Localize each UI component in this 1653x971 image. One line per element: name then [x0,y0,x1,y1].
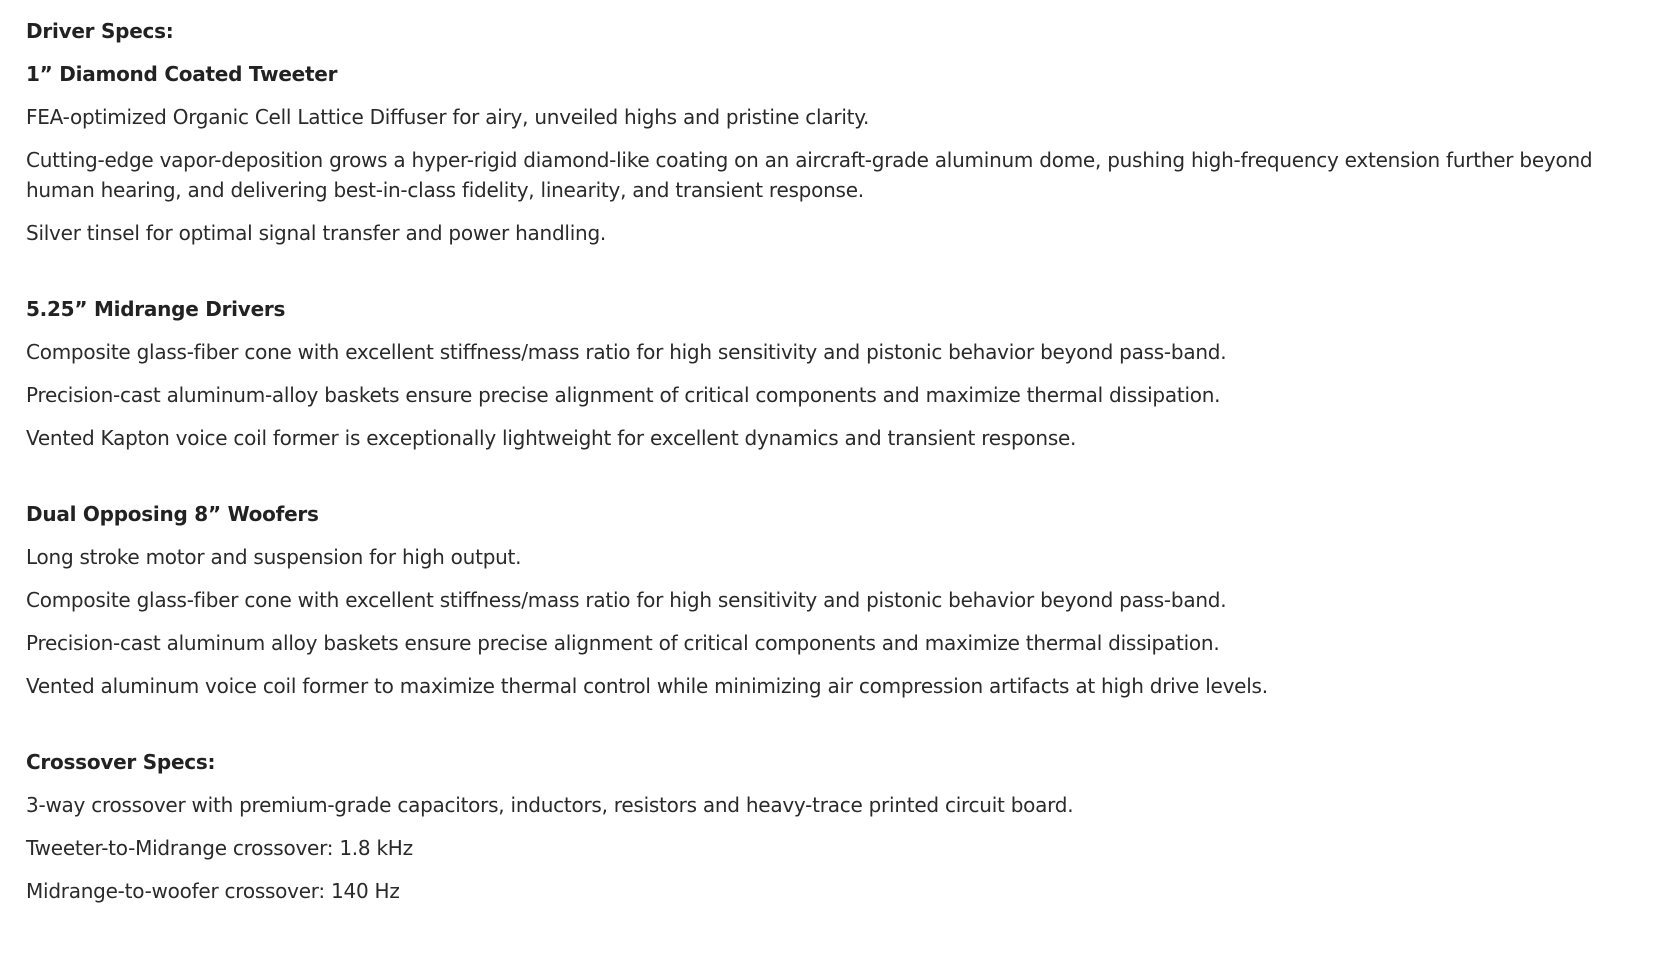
driver-specs-heading: Driver Specs: [26,19,174,43]
section-spacer [26,466,1626,499]
woofers-spec-line: Long stroke motor and suspension for high output. [26,545,522,569]
tweeter-spec-line: Cutting-edge vapor-deposition grows a hyper-rigid diamond-like coating on an aircraft-grade aluminum dome, pushing high-frequency extension further beyond human hearing, and delivering best-in-class fidelity, linearity, and transient response. [26,148,1593,202]
crossover-spec-line: Tweeter-to-Midrange crossover: 1.8 kHz [26,836,413,860]
midrange-spec-line: Precision-cast aluminum-alloy baskets ensure precise alignment of critical components and maximize thermal dissipation. [26,383,1221,407]
woofers-spec-line: Vented aluminum voice coil former to maximize thermal control while minimizing air compression artifacts at high drive levels. [26,674,1268,698]
product-specs [26,16,1626,919]
woofers-spec-line: Composite glass-fiber cone with excellent stiffness/mass ratio for high sensitivity and pistonic behavior beyond pass-band. [26,588,1227,612]
crossover-specs-heading: Crossover Specs: [26,750,216,774]
section-spacer [26,714,1626,747]
tweeter-spec-line: Silver tinsel for optimal signal transfer and power handling. [26,221,606,245]
midrange-spec-line: Composite glass-fiber cone with excellent stiffness/mass ratio for high sensitivity and pistonic behavior beyond pass-band. [26,340,1227,364]
midrange-title: 5.25” Midrange Drivers [26,297,286,321]
crossover-spec-line: 3-way crossover with premium-grade capacitors, inductors, resistors and heavy-trace printed circuit board. [26,793,1074,817]
tweeter-title: 1” Diamond Coated Tweeter [26,62,338,86]
section-spacer [26,261,1626,294]
tweeter-spec-line: FEA-optimized Organic Cell Lattice Diffuser for airy, unveiled highs and pristine clarity. [26,105,870,129]
crossover-spec-line: Midrange-to-woofer crossover: 140 Hz [26,879,400,903]
woofers-title: Dual Opposing 8” Woofers [26,502,319,526]
midrange-spec-line: Vented Kapton voice coil former is exceptionally lightweight for excellent dynamics and transient response. [26,426,1077,450]
woofers-spec-line: Precision-cast aluminum alloy baskets ensure precise alignment of critical components and maximize thermal dissipation. [26,631,1220,655]
